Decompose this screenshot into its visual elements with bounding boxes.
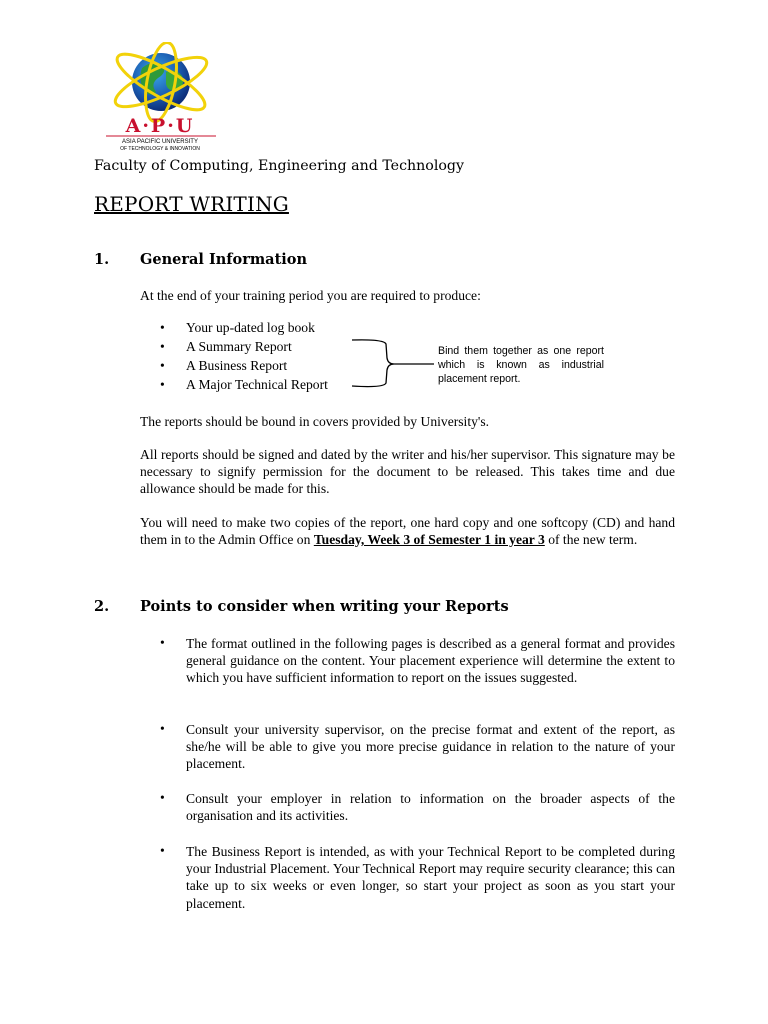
section-1-number: 1. [94,251,110,268]
section-1-paragraph-3: You will need to make two copies of the report, one hard copy and one softcopy (CD) and hand them in to the Admin Office on Tuesday, Week 3 of Semester 1 in year 3 of the new term. [140,515,675,547]
bullet: • [160,843,165,858]
logo-acronym: A·P·U [125,115,195,137]
submission-deadline: Tuesday, Week 3 of Semester 1 in year 3 [313,532,545,547]
faculty-name: Faculty of Computing, Engineering and Technology [94,158,465,174]
section-1-paragraph-1: The reports should be bound in covers provided by University's. [140,414,490,429]
bullet: • [160,790,165,805]
page-title: REPORT WRITING [94,192,289,216]
section-1-intro: At the end of your training period you are required to produce: [140,288,481,303]
globe-atom-logo-icon [98,42,228,152]
bullet: • [160,320,165,335]
bullet: • [160,635,165,650]
bullet: • [160,339,165,354]
bind-note: Bind them together as one report which is known as industrial placement report. [438,345,604,385]
grouping-brace [350,338,440,390]
logo-subtitle-1: ASIA PACIFIC UNIVERSITY [122,139,198,145]
section-2-title: Points to consider when writing your Reports [140,598,509,615]
section-2-number: 2. [94,598,110,615]
bullet: • [160,358,165,373]
section-1-paragraph-2: All reports should be signed and dated by the writer and his/her supervisor. This signature may be necessary to signify permission for the document to be released. This takes time and due allowance should be made for this. [140,447,675,496]
university-logo [98,42,228,152]
logo-subtitle-2: OF TECHNOLOGY & INNOVATION [120,146,200,152]
bullet: • [160,377,165,392]
bullet: • [160,721,165,736]
section-1-title: General Information [140,251,307,268]
